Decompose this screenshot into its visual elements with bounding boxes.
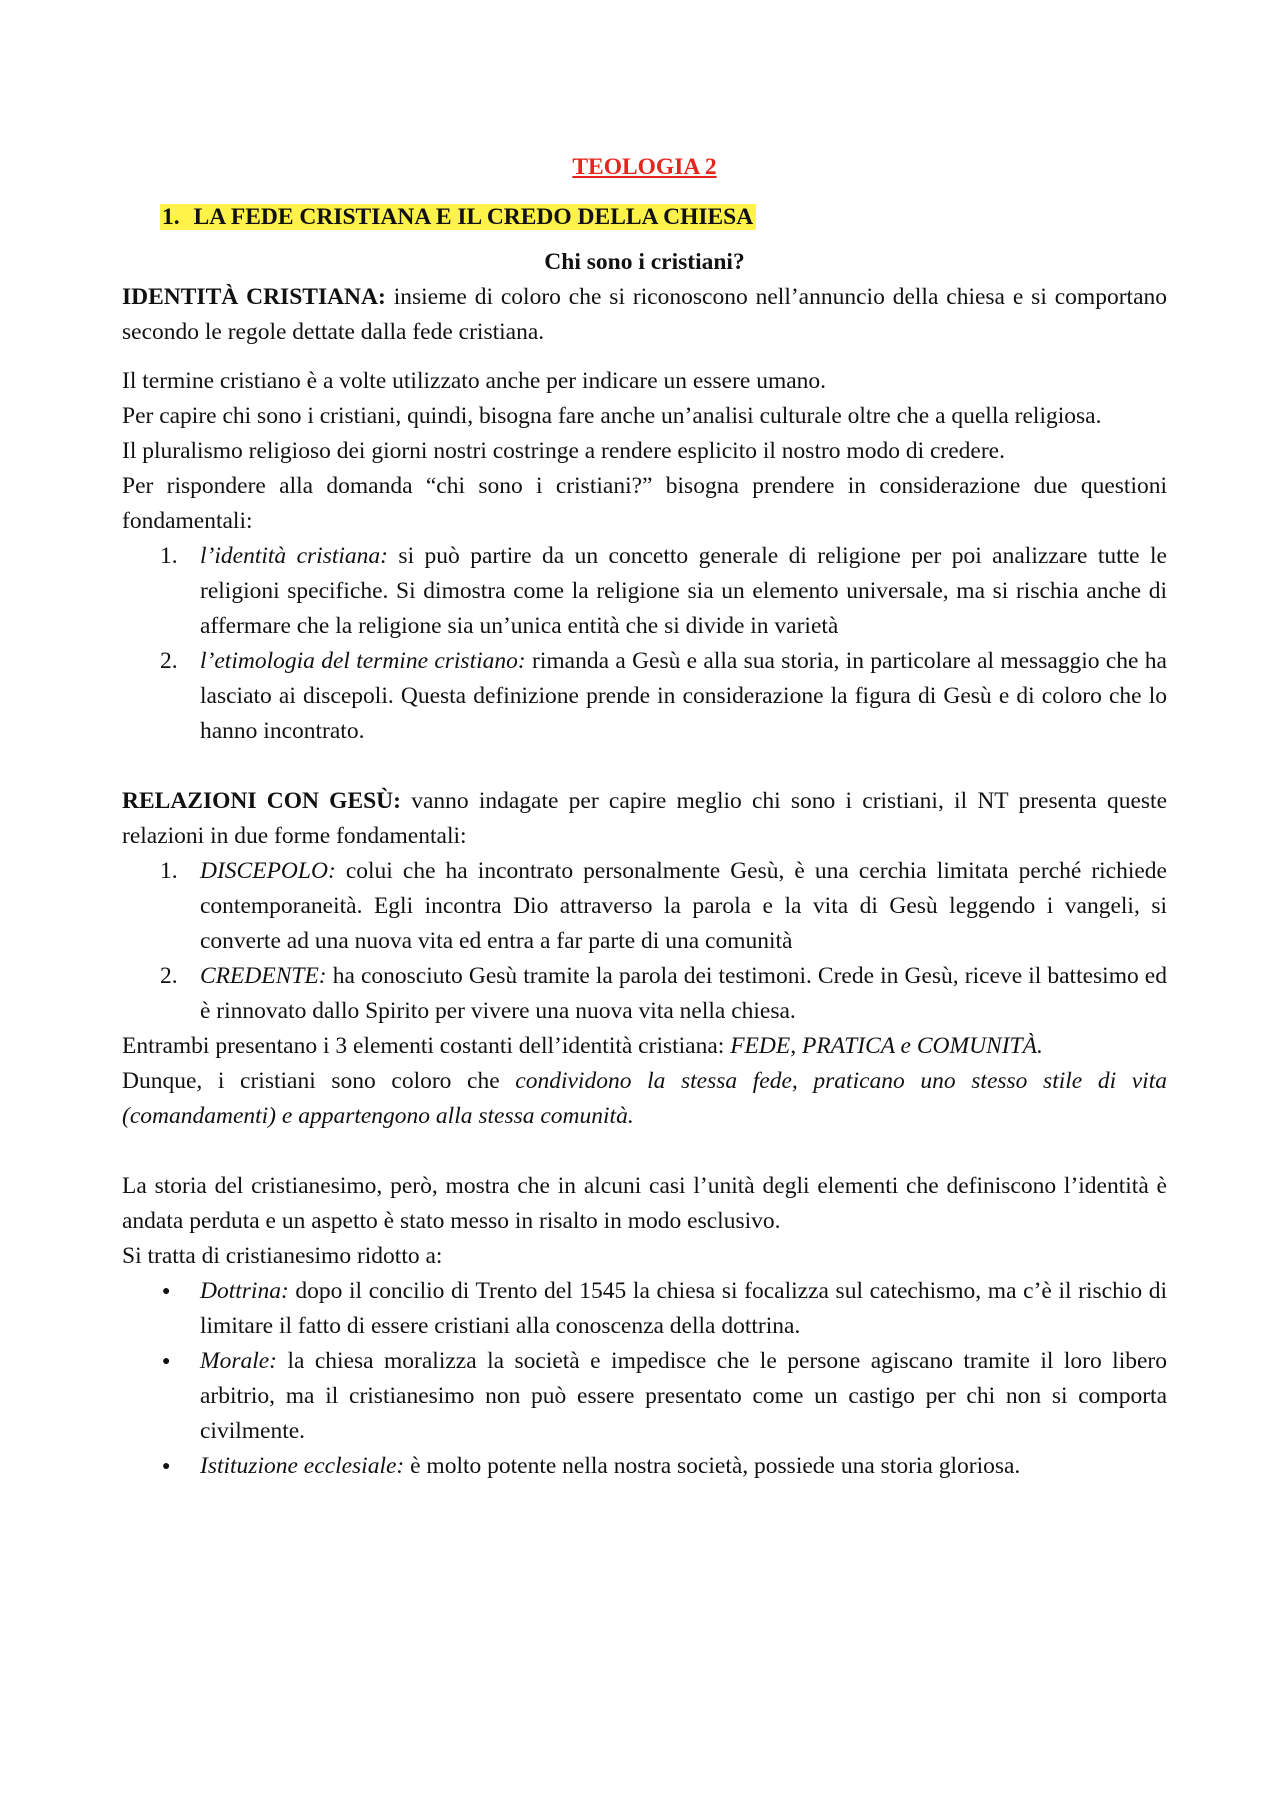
document-title: TEOLOGIA 2 xyxy=(572,154,717,180)
list-item-text: rimanda a Gesù e alla sua storia, in particolare al messaggio che ha lasciato ai discepoli. Questa definizione prende in considerazione la figura di Gesù e di coloro che lo hanno incontrato. xyxy=(200,648,1167,744)
summary-text: Dunque, i cristiani sono coloro che xyxy=(122,1068,516,1094)
elements-paragraph xyxy=(122,1029,1167,1064)
history-line: Si tratta di cristianesimo ridotto a: xyxy=(122,1243,443,1269)
intro-line: Per rispondere alla domanda “chi sono i cristiani?” bisogna prendere in considerazione due questioni fondamentali: xyxy=(122,473,1167,534)
list-item xyxy=(122,539,1167,644)
list-item-text: la chiesa moralizza la società e impedisce che le persone agiscano tramite il loro libero arbitrio, ma il cristianesimo non può essere presentato come un castigo per chi non si comporta civilmente. xyxy=(200,1348,1167,1444)
list-item-text: è molto potente nella nostra società, possiede una storia gloriosa. xyxy=(404,1453,1021,1479)
list-item-term: CREDENTE: xyxy=(200,963,327,989)
list-item-term: Morale: xyxy=(200,1348,278,1374)
list-item xyxy=(122,959,1167,1029)
list-item-term: Istituzione ecclesiale: xyxy=(200,1453,405,1479)
history-line: La storia del cristianesimo, però, mostra che in alcuni casi l’unità degli elementi che definiscono l’identità è andata perduta e un aspetto è stato messo in risalto in modo esclusivo. xyxy=(122,1173,1167,1234)
elements-text: Entrambi presentano i 3 elementi costanti dell’identità cristiana: xyxy=(122,1033,731,1059)
summary-paragraph xyxy=(122,1064,1167,1134)
questions-list xyxy=(122,539,1167,749)
chapter-number: 1. xyxy=(162,204,180,230)
identity-definition xyxy=(122,280,1167,350)
list-item xyxy=(122,854,1167,959)
list-item xyxy=(122,1449,1167,1484)
chapter-heading xyxy=(160,199,1167,235)
list-item-text: colui che ha incontrato personalmente Gesù, è una cerchia limitata perché richiede contemporaneità. Egli incontra Dio attraverso la parola e la vita di Gesù leggendo i vangeli, si converte ad una nuova vita ed entra a far parte di una comunità xyxy=(200,858,1167,954)
document-page xyxy=(122,150,1167,1484)
list-marker: 2. xyxy=(160,963,178,989)
forms-list xyxy=(122,854,1167,1029)
list-item-term: Dottrina: xyxy=(200,1278,289,1304)
chapter-title: LA FEDE CRISTIANA E IL CREDO DELLA CHIESA xyxy=(193,204,754,230)
list-item xyxy=(122,644,1167,749)
list-item-text: si può partire da un concetto generale di religione per poi analizzare tutte le religioni specifiche. Si dimostra come la religione sia un elemento universale, ma si rischia anche di affermare che la religione sia un’unica entità che si divide in varietà xyxy=(200,543,1167,639)
identity-text: insieme di coloro che si riconoscono nell’annuncio della chiesa e si comportano secondo le regole dettate dalla fede cristiana. xyxy=(122,284,1167,345)
intro-paragraph xyxy=(122,364,1167,539)
intro-line: Il termine cristiano è a volte utilizzato anche per indicare un essere umano. xyxy=(122,368,827,394)
relations-definition xyxy=(122,784,1167,854)
list-item-term: DISCEPOLO: xyxy=(200,858,336,884)
intro-line: Il pluralismo religioso dei giorni nostri costringe a rendere esplicito il nostro modo di credere. xyxy=(122,438,1005,464)
intro-line: Per capire chi sono i cristiani, quindi, bisogna fare anche un’analisi culturale oltre che a quella religiosa. xyxy=(122,403,1102,429)
identity-term: IDENTITÀ CRISTIANA: xyxy=(122,284,386,310)
list-item-term: l’etimologia del termine cristiano: xyxy=(200,648,526,674)
list-marker: 1. xyxy=(160,543,178,569)
relations-text: vanno indagate per capire meglio chi sono i cristiani, il NT presenta queste relazioni in due forme fondamentali: xyxy=(122,788,1167,849)
list-item xyxy=(122,1274,1167,1344)
reductions-list xyxy=(122,1274,1167,1484)
section-subtitle: Chi sono i cristiani? xyxy=(544,249,745,275)
list-marker: 1. xyxy=(160,858,178,884)
summary-italic: condividono la stessa fede, praticano uno stesso stile di vita (comandamenti) e appartengono alla stessa comunità. xyxy=(122,1068,1167,1129)
bullet-icon: ● xyxy=(162,1284,171,1299)
list-item-text: ha conosciuto Gesù tramite la parola dei testimoni. Crede in Gesù, riceve il battesimo ed è rinnovato dallo Spirito per vivere una nuova vita nella chiesa. xyxy=(200,963,1167,1024)
bullet-icon: ● xyxy=(162,1354,171,1369)
history-paragraph xyxy=(122,1169,1167,1274)
bullet-icon: ● xyxy=(162,1459,171,1474)
relations-term: RELAZIONI CON GESÙ: xyxy=(122,788,401,814)
chapter-highlight xyxy=(160,204,756,230)
list-item xyxy=(122,1344,1167,1449)
list-item-term: l’identità cristiana: xyxy=(200,543,388,569)
list-item-text: dopo il concilio di Trento del 1545 la chiesa si focalizza sul catechismo, ma c’è il rischio di limitare il fatto di essere cristiani alla conoscenza della dottrina. xyxy=(200,1278,1167,1339)
elements-italic: FEDE, PRATICA e COMUNITÀ. xyxy=(730,1033,1043,1059)
list-marker: 2. xyxy=(160,648,178,674)
